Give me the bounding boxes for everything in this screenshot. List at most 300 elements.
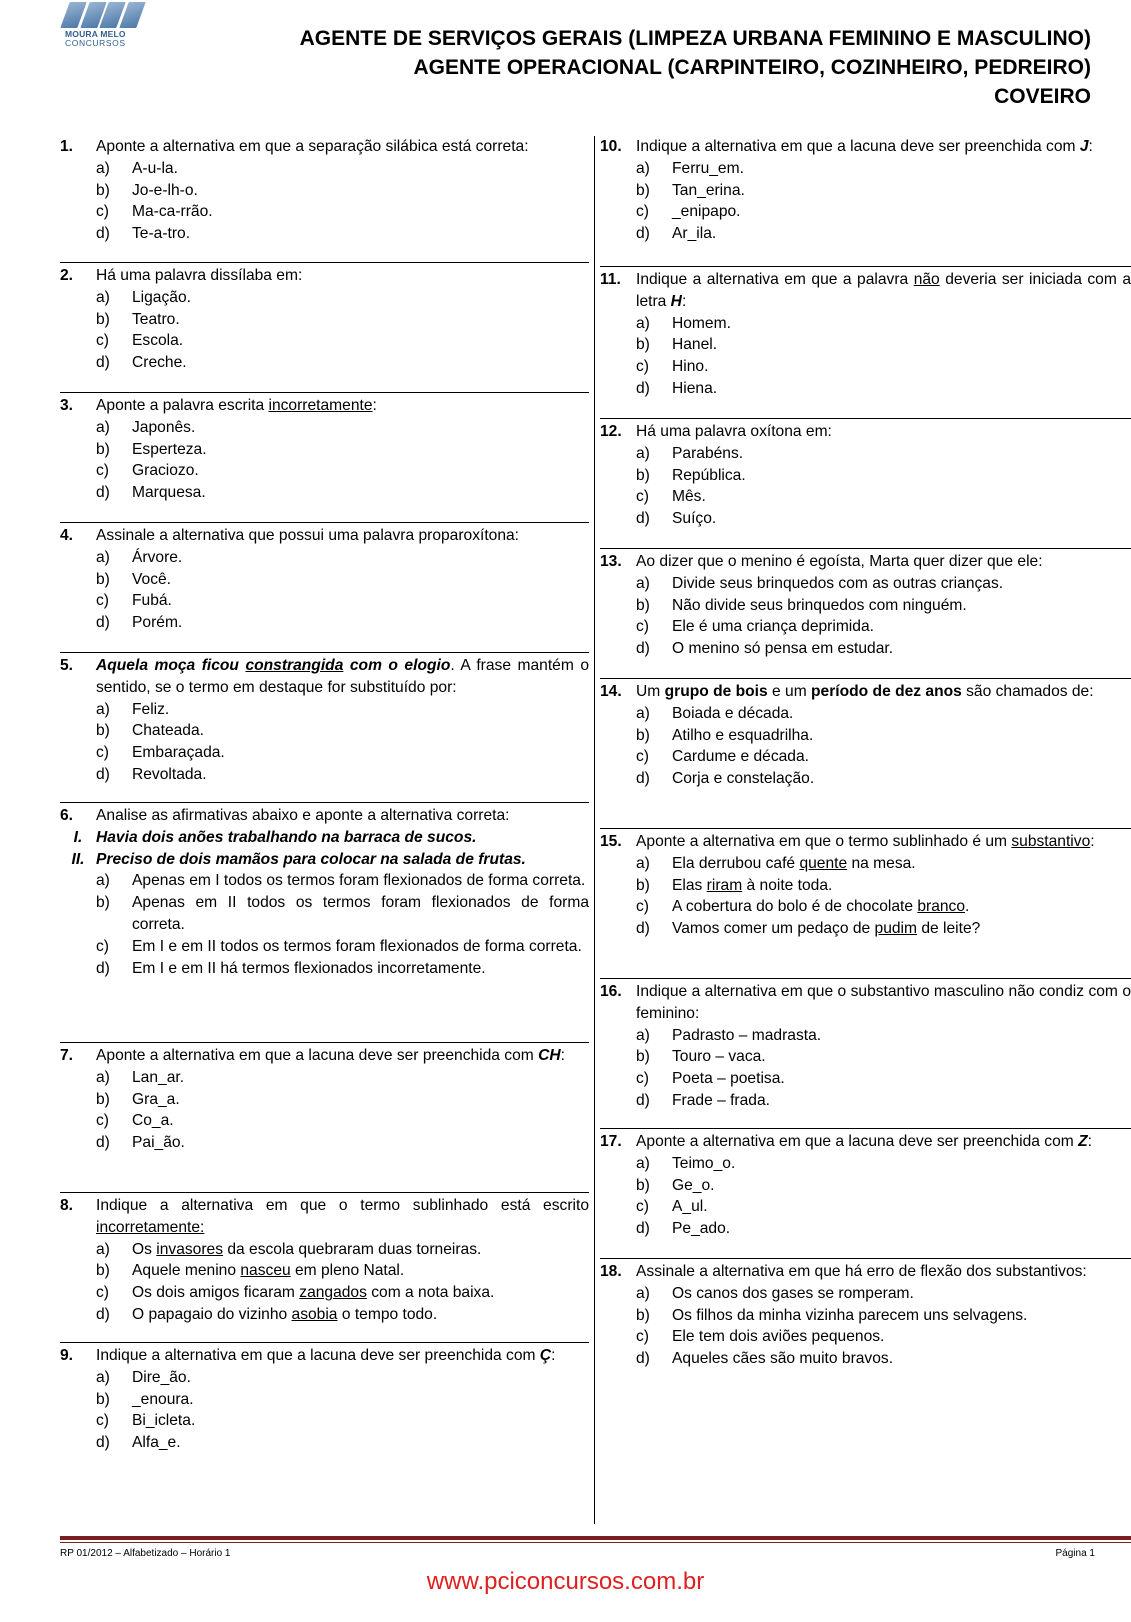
option-letter: a) xyxy=(636,1154,650,1172)
options-list xyxy=(60,1367,589,1454)
stem-text: Aponte a alternativa em que o termo sublinhado é um xyxy=(636,833,1012,850)
option-letter: b) xyxy=(96,1262,110,1280)
option-c[interactable] xyxy=(60,460,589,482)
options-list xyxy=(60,417,589,504)
option-a[interactable] xyxy=(60,1367,589,1389)
option-a[interactable] xyxy=(600,1283,1131,1305)
question-15 xyxy=(600,828,1131,978)
option-letter: c) xyxy=(636,618,649,636)
option-text: Hino. xyxy=(672,358,709,376)
option-text xyxy=(672,896,1131,918)
option-text: Embaraçada. xyxy=(132,744,225,762)
option-text: Suíço. xyxy=(672,510,717,528)
option-text-part: Ela derrubou café xyxy=(672,854,800,872)
stem-text: Indique a alternativa em que o termo sublinhado está escrito xyxy=(96,1197,589,1214)
option-text-part: na mesa. xyxy=(847,854,916,872)
stem-text: Indique a alternativa em que a lacuna deve ser preenchida com xyxy=(636,138,1080,155)
question-stem xyxy=(636,681,1131,703)
option-a[interactable] xyxy=(60,417,589,439)
question-row xyxy=(600,681,1131,703)
stem-bold: grupo de bois xyxy=(664,683,768,700)
footer-exam-code: RP 01/2012 – Alfabetizado – Horário 1 xyxy=(60,1548,231,1559)
stem-emphasis: Aquela moça ficou xyxy=(96,657,246,674)
option-letter: c) xyxy=(96,1112,109,1130)
option-text: Corja e constelação. xyxy=(672,770,815,788)
option-text-part: . xyxy=(965,898,970,916)
options-list xyxy=(60,699,589,786)
option-b[interactable] xyxy=(600,180,1131,202)
option-letter: d) xyxy=(96,354,110,372)
question-14 xyxy=(600,678,1131,828)
question-row xyxy=(60,136,589,158)
option-c[interactable] xyxy=(60,1410,589,1432)
options-list xyxy=(60,547,589,634)
option-d[interactable] xyxy=(60,352,589,374)
option-text: Os filhos da minha vizinha parecem uns selvagens. xyxy=(672,1306,1028,1324)
question-7 xyxy=(60,1042,589,1192)
option-text-part: Aquele menino xyxy=(132,1262,241,1280)
option-text: Você. xyxy=(132,570,172,588)
question-stem xyxy=(636,136,1131,158)
option-d[interactable] xyxy=(60,612,589,634)
option-d[interactable] xyxy=(600,378,1131,400)
option-d[interactable] xyxy=(600,508,1131,530)
option-a[interactable] xyxy=(600,443,1131,465)
option-b[interactable] xyxy=(60,309,589,331)
option-letter: a) xyxy=(636,574,650,592)
stem-underlined: incorretamente xyxy=(268,397,373,414)
option-a[interactable] xyxy=(600,1153,1131,1175)
option-d[interactable] xyxy=(600,1090,1131,1112)
stem-underlined: incorretamente: xyxy=(96,1218,205,1236)
footer-rule xyxy=(60,1536,1131,1543)
option-text: Marquesa. xyxy=(132,484,206,502)
option-d[interactable] xyxy=(600,638,1131,660)
option-letter: b) xyxy=(96,570,110,588)
option-c[interactable] xyxy=(600,746,1131,768)
stem-text: Indique a alternativa em que a palavra xyxy=(636,271,914,288)
option-text: Hanel. xyxy=(672,336,718,354)
option-letter: b) xyxy=(96,440,110,458)
statement-number: II. xyxy=(71,850,85,868)
exam-header xyxy=(300,24,1091,111)
option-d[interactable] xyxy=(60,1432,589,1454)
question-stem xyxy=(636,831,1131,853)
option-letter: b) xyxy=(636,596,650,614)
stem-text: : xyxy=(1090,833,1095,850)
option-c[interactable] xyxy=(60,330,589,352)
options-list xyxy=(60,158,589,245)
option-letter: d) xyxy=(636,1091,650,1109)
question-2 xyxy=(60,262,589,392)
option-text: Alfa_e. xyxy=(132,1434,181,1452)
option-text xyxy=(132,1260,589,1282)
option-b[interactable] xyxy=(60,1260,589,1282)
option-c[interactable] xyxy=(600,1068,1131,1090)
option-text: República. xyxy=(672,466,746,484)
option-b[interactable] xyxy=(600,334,1131,356)
option-text: O menino só pensa em estudar. xyxy=(672,640,894,658)
option-letter: d) xyxy=(636,510,650,528)
option-d[interactable] xyxy=(60,1132,589,1154)
option-b[interactable] xyxy=(600,1046,1131,1068)
question-stem: Há uma palavra dissílaba em: xyxy=(96,267,303,284)
question-stem: Aponte a alternativa em que a separação silábica está correta: xyxy=(96,138,529,155)
option-a[interactable] xyxy=(600,853,1131,875)
option-text: Creche. xyxy=(132,354,187,372)
option-text xyxy=(672,853,1131,875)
options-list xyxy=(600,1283,1131,1370)
options-list xyxy=(600,443,1131,530)
option-b[interactable] xyxy=(600,595,1131,617)
option-d[interactable] xyxy=(600,223,1131,245)
option-text: Esperteza. xyxy=(132,440,207,458)
question-17 xyxy=(600,1128,1131,1258)
option-letter: c) xyxy=(636,1198,649,1216)
option-d[interactable] xyxy=(60,482,589,504)
option-a[interactable] xyxy=(60,158,589,180)
question-row xyxy=(600,551,1131,573)
statement-1 xyxy=(60,827,589,849)
question-number: 15. xyxy=(600,833,622,850)
option-text: Em I e em II há termos flexionados incorretamente. xyxy=(132,959,486,977)
left-column xyxy=(60,136,589,1492)
question-4 xyxy=(60,522,589,652)
stem-text: : xyxy=(681,292,687,310)
question-number: 12. xyxy=(600,423,622,440)
stem-emphasis: com o elogio xyxy=(343,657,451,674)
option-letter: a) xyxy=(636,314,650,332)
option-letter: d) xyxy=(636,920,650,938)
option-letter: d) xyxy=(96,614,110,632)
stem-text: são chamados de: xyxy=(961,683,1094,700)
option-text-part: à noite toda. xyxy=(742,876,833,894)
option-letter: d) xyxy=(96,484,110,502)
option-d[interactable] xyxy=(60,764,589,786)
option-underlined-term: invasores xyxy=(156,1240,224,1258)
option-text: Frade – frada. xyxy=(672,1091,770,1109)
statement-text: Preciso de dois mamãos para colocar na salada de frutas. xyxy=(96,850,526,868)
logo-subname: CONCURSOS xyxy=(65,38,126,48)
option-text: Ele é uma criança deprimida. xyxy=(672,618,874,636)
question-row xyxy=(600,1261,1131,1283)
option-letter: c) xyxy=(636,898,649,916)
option-text: Aqueles cães são muito bravos. xyxy=(672,1350,894,1368)
question-stem xyxy=(96,655,589,699)
option-letter: b) xyxy=(96,1390,110,1408)
option-letter: b) xyxy=(636,1306,650,1324)
option-letter: c) xyxy=(96,1412,109,1430)
option-text: Mês. xyxy=(672,488,706,506)
question-number: 3. xyxy=(60,397,74,414)
option-text: Escola. xyxy=(132,332,184,350)
option-text: Co_a. xyxy=(132,1112,174,1130)
option-d[interactable] xyxy=(600,1218,1131,1240)
option-b[interactable] xyxy=(60,1389,589,1411)
option-underlined-term: nasceu xyxy=(240,1262,291,1280)
option-a[interactable] xyxy=(60,547,589,569)
question-8 xyxy=(60,1192,589,1342)
option-letter: b) xyxy=(96,181,110,199)
option-text: Ferru_em. xyxy=(672,159,744,177)
option-d[interactable] xyxy=(600,918,1131,940)
option-letter: a) xyxy=(636,854,650,872)
option-text-part: com a nota baixa. xyxy=(366,1284,495,1302)
option-b[interactable] xyxy=(600,875,1131,897)
question-1 xyxy=(60,136,589,262)
option-text: Feliz. xyxy=(132,700,170,718)
option-a[interactable] xyxy=(600,573,1131,595)
option-letter: c) xyxy=(96,462,109,480)
option-letter: a) xyxy=(96,1068,110,1086)
option-letter: c) xyxy=(96,332,109,350)
question-row xyxy=(60,1345,589,1367)
option-text: Não divide seus brinquedos com ninguém. xyxy=(672,596,967,614)
option-text xyxy=(672,875,1131,897)
option-letter: a) xyxy=(96,548,110,566)
option-b[interactable] xyxy=(60,1089,589,1111)
option-d[interactable] xyxy=(60,1304,589,1326)
option-underlined-term: asobia xyxy=(291,1305,338,1323)
question-number: 9. xyxy=(60,1347,74,1364)
question-number: 18. xyxy=(600,1263,622,1280)
option-text: Pe_ado. xyxy=(672,1220,731,1238)
option-text: Em I e em II todos os termos foram flexionados de forma correta. xyxy=(132,937,582,955)
question-stem xyxy=(96,1195,589,1239)
option-text: Teimo_o. xyxy=(672,1154,736,1172)
header-line-2: AGENTE OPERACIONAL (CARPINTEIRO, COZINHEIRO, PEDREIRO) xyxy=(413,56,1091,79)
option-a[interactable] xyxy=(600,1025,1131,1047)
option-text-part: Os xyxy=(132,1240,157,1258)
option-c[interactable] xyxy=(60,936,589,958)
option-text-part: O papagaio do vizinho xyxy=(132,1305,292,1323)
statement-2 xyxy=(60,849,589,871)
question-number: 8. xyxy=(60,1197,74,1214)
question-stem: Indique a alternativa em que o substantivo masculino não condiz com o feminino: xyxy=(636,983,1131,1022)
question-number: 13. xyxy=(600,553,622,570)
option-text: _enoura. xyxy=(132,1390,194,1408)
option-d[interactable] xyxy=(600,768,1131,790)
option-letter: b) xyxy=(96,894,110,912)
stem-text: Um xyxy=(636,683,665,700)
question-number: 5. xyxy=(60,657,74,674)
option-text-part: A cobertura do bolo é de chocolate xyxy=(672,898,918,916)
stem-bold: período de dez anos xyxy=(811,683,962,700)
option-letter: d) xyxy=(636,1350,650,1368)
option-text: Apenas em II todos os termos foram flexionados de forma correta. xyxy=(132,894,589,933)
option-text-part: da escola quebraram duas torneiras. xyxy=(223,1240,482,1258)
options-list xyxy=(600,313,1131,400)
option-text: Parabéns. xyxy=(672,444,744,462)
option-underlined-term: pudim xyxy=(874,920,918,938)
options-list xyxy=(60,870,589,979)
option-letter: c) xyxy=(96,744,109,762)
question-row xyxy=(60,525,589,547)
option-text: Ele tem dois aviões pequenos. xyxy=(672,1328,885,1346)
option-b[interactable] xyxy=(600,725,1131,747)
question-stem xyxy=(96,1045,589,1067)
option-d[interactable] xyxy=(60,958,589,980)
option-letter: a) xyxy=(96,700,110,718)
option-letter: d) xyxy=(96,1434,110,1452)
option-a[interactable] xyxy=(600,313,1131,335)
stem-text: : xyxy=(372,397,377,414)
option-d[interactable] xyxy=(60,223,589,245)
option-b[interactable] xyxy=(600,1305,1131,1327)
right-column xyxy=(600,136,1131,1388)
option-letter: b) xyxy=(96,1090,110,1108)
stem-text: : xyxy=(1087,1133,1092,1150)
option-text: Graciozo. xyxy=(132,462,199,480)
option-a[interactable] xyxy=(60,287,589,309)
stem-text: e um xyxy=(767,683,812,700)
option-text-part: Elas xyxy=(672,876,707,894)
option-letter: b) xyxy=(96,722,110,740)
option-letter: c) xyxy=(636,748,649,766)
option-text-part: Os dois amigos ficaram xyxy=(132,1284,300,1302)
option-c[interactable] xyxy=(60,201,589,223)
question-number: 6. xyxy=(60,807,74,824)
option-letter: c) xyxy=(636,488,649,506)
option-letter: a) xyxy=(636,159,650,177)
option-c[interactable] xyxy=(600,201,1131,223)
stem-text: deveria ser iniciada com a letra xyxy=(636,271,1131,310)
question-12 xyxy=(600,418,1131,548)
option-a[interactable] xyxy=(600,703,1131,725)
option-a[interactable] xyxy=(60,1067,589,1089)
option-c[interactable] xyxy=(60,742,589,764)
option-letter: d) xyxy=(636,640,650,658)
option-b[interactable] xyxy=(60,439,589,461)
option-text: Hiena. xyxy=(672,379,718,397)
option-underlined-term: zangados xyxy=(299,1284,367,1302)
question-11 xyxy=(600,266,1131,418)
option-c[interactable] xyxy=(600,486,1131,508)
option-letter: b) xyxy=(636,466,650,484)
option-c[interactable] xyxy=(60,590,589,612)
option-text-part: de leite? xyxy=(917,920,981,938)
option-text: Teatro. xyxy=(132,310,180,328)
stem-text: : xyxy=(560,1047,565,1064)
question-stem xyxy=(636,269,1131,313)
option-b[interactable] xyxy=(60,892,589,936)
option-text: Homem. xyxy=(672,314,731,332)
option-text: Ar_ila. xyxy=(672,225,717,243)
option-letter: b) xyxy=(96,310,110,328)
question-stem: Assinale a alternativa que possui uma palavra proparoxítona: xyxy=(96,527,520,544)
question-stem xyxy=(636,1131,1131,1153)
option-c[interactable] xyxy=(600,356,1131,378)
option-a[interactable] xyxy=(60,699,589,721)
option-text: Porém. xyxy=(132,614,183,632)
option-letter: b) xyxy=(636,1176,650,1194)
option-letter: a) xyxy=(636,444,650,462)
option-underlined-term: riram xyxy=(706,876,743,894)
option-letter: c) xyxy=(96,1284,109,1302)
stem-letter: Z xyxy=(1078,1133,1088,1150)
question-number: 11. xyxy=(600,271,621,288)
option-d[interactable] xyxy=(600,1348,1131,1370)
stem-text: Aponte a alternativa em que a lacuna deve ser preenchida com xyxy=(96,1047,539,1064)
stem-text: Indique a alternativa em que a lacuna deve ser preenchida com xyxy=(96,1347,540,1364)
option-c[interactable] xyxy=(600,1196,1131,1218)
options-list xyxy=(600,1025,1131,1112)
option-b[interactable] xyxy=(600,1175,1131,1197)
question-stem xyxy=(96,1345,589,1367)
option-c[interactable] xyxy=(60,1282,589,1304)
option-text-part: Vamos comer um pedaço de xyxy=(672,920,875,938)
option-text: Ge_o. xyxy=(672,1176,715,1194)
option-b[interactable] xyxy=(600,465,1131,487)
option-letter: c) xyxy=(636,358,649,376)
column-divider xyxy=(594,136,595,1524)
question-row xyxy=(600,1131,1131,1153)
statement-number: I. xyxy=(73,828,83,846)
question-18 xyxy=(600,1258,1131,1388)
option-letter: c) xyxy=(636,1070,649,1088)
stem-letter: Ç xyxy=(539,1347,552,1364)
option-letter: d) xyxy=(636,225,650,243)
footer-website-link[interactable]: www.pciconcursos.com.br xyxy=(426,1568,705,1595)
question-number: 10. xyxy=(600,138,622,155)
option-text: Cardume e década. xyxy=(672,748,809,766)
question-row xyxy=(600,136,1131,158)
question-number: 4. xyxy=(60,527,74,544)
question-row xyxy=(60,395,589,417)
question-stem: Ao dizer que o menino é egoísta, Marta quer dizer que ele: xyxy=(636,553,1043,570)
question-number: 2. xyxy=(60,267,74,284)
option-a[interactable] xyxy=(60,1239,589,1261)
option-c[interactable] xyxy=(600,616,1131,638)
option-letter: b) xyxy=(636,726,650,744)
option-underlined-term: quente xyxy=(799,854,848,872)
options-list xyxy=(600,703,1131,790)
option-text xyxy=(132,1282,589,1304)
option-a[interactable] xyxy=(600,158,1131,180)
option-letter: d) xyxy=(636,1220,650,1238)
stem-text: : xyxy=(1088,138,1093,155)
option-a[interactable] xyxy=(60,870,589,892)
question-16 xyxy=(600,978,1131,1128)
header-line-3: COVEIRO xyxy=(994,85,1091,108)
header-line-1: AGENTE DE SERVIÇOS GERAIS (LIMPEZA URBANA FEMININO E MASCULINO) xyxy=(299,27,1091,50)
option-letter: d) xyxy=(636,770,650,788)
options-list xyxy=(600,1153,1131,1240)
option-c[interactable] xyxy=(600,896,1131,918)
option-b[interactable] xyxy=(60,720,589,742)
option-b[interactable] xyxy=(60,180,589,202)
question-5 xyxy=(60,652,589,802)
option-c[interactable] xyxy=(60,1110,589,1132)
option-text: Fubá. xyxy=(132,592,172,610)
question-stem: Analise as afirmativas abaixo e aponte a alternativa correta: xyxy=(96,807,510,824)
stem-text: Aponte a palavra escrita xyxy=(96,397,269,414)
option-text: _enipapo. xyxy=(672,203,741,221)
option-c[interactable] xyxy=(600,1326,1131,1348)
logo-bars-icon xyxy=(65,2,140,28)
option-letter: b) xyxy=(636,336,650,354)
option-text: A_ul. xyxy=(672,1198,708,1216)
question-row xyxy=(60,805,589,827)
question-row xyxy=(60,1045,589,1067)
option-b[interactable] xyxy=(60,569,589,591)
question-row xyxy=(600,269,1131,313)
option-text: Padrasto – madrasta. xyxy=(672,1026,822,1044)
question-6 xyxy=(60,802,589,1042)
question-number: 17. xyxy=(600,1133,622,1150)
statement-text: Havia dois anões trabalhando na barraca de sucos. xyxy=(96,828,477,846)
question-stem: Assinale a alternativa em que há erro de flexão dos substantivos: xyxy=(636,1263,1087,1280)
